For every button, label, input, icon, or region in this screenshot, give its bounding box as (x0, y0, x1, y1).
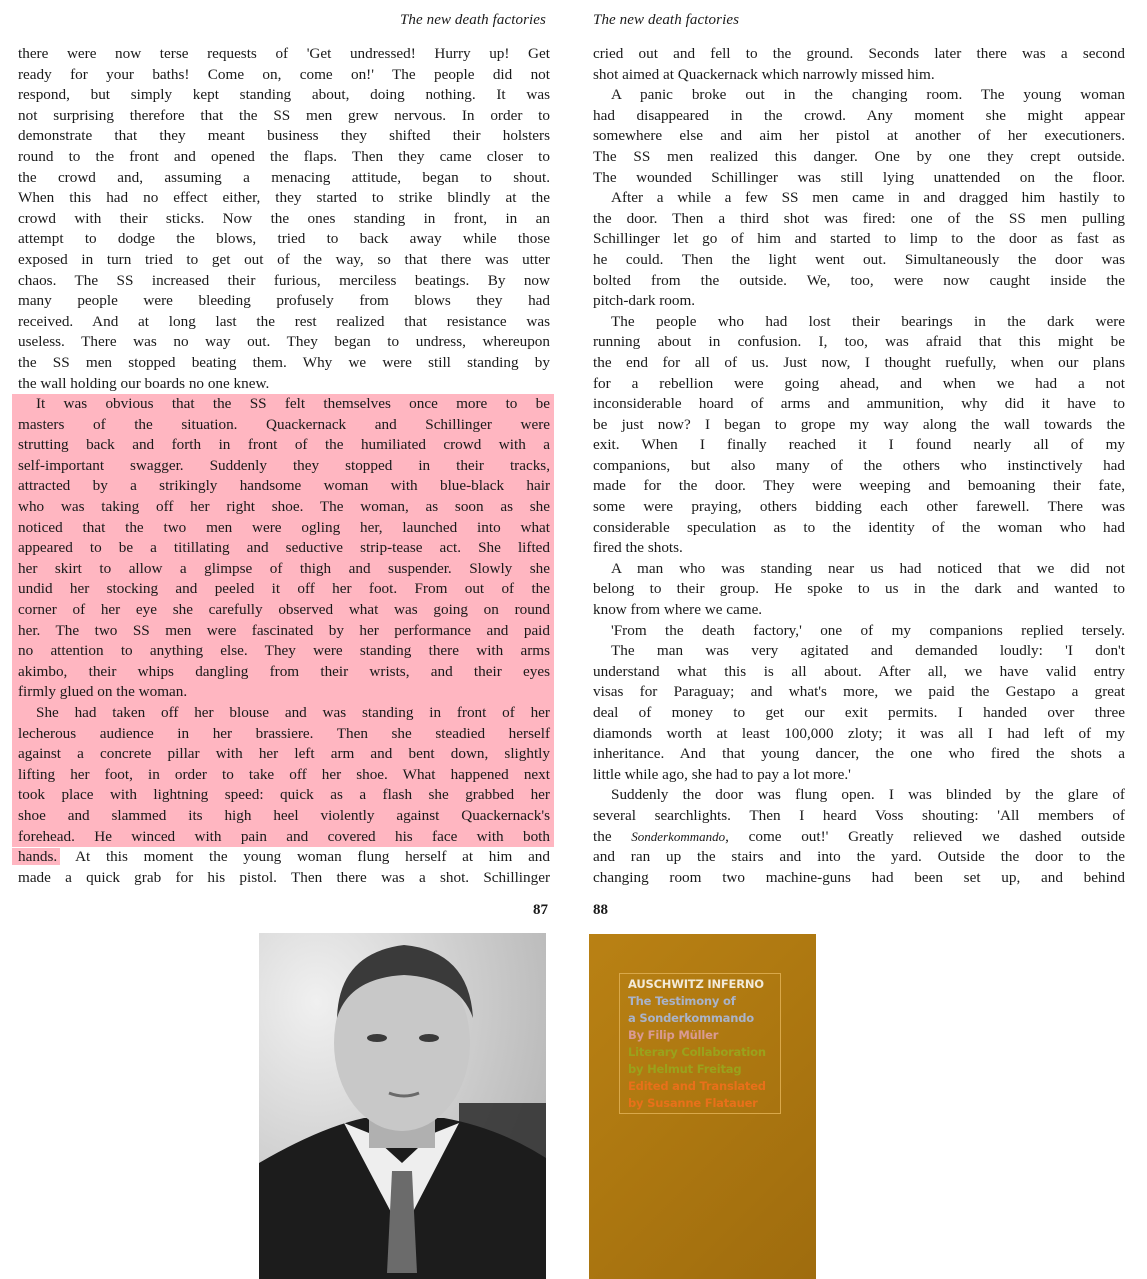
text-line: and ran up the stairs and into the yard. Outside the door to the (593, 848, 1125, 866)
text-line-italic (593, 827, 1125, 848)
highlighted-line: against a concrete pillar with her left arm and bent down, slightly (12, 744, 554, 765)
text-line-mixed (18, 847, 550, 868)
text-line: fired the shots. (593, 539, 683, 557)
text-line: The wounded Schillinger was still lying unattended on the floor. (593, 168, 1125, 186)
page-number: 87 (533, 902, 548, 918)
highlighted-line: who was taking off her right shoe. The woman, as soon as she (12, 497, 554, 518)
highlighted-line: strutting back and forth in front of the humiliated crowd with a (12, 435, 554, 456)
text-line: not surprising therefore that the SS men grew nervous. In order to (18, 106, 550, 124)
text-line: running about in confusion. I, too, was afraid that this might be (593, 333, 1125, 351)
text-line: the crowd and, assuming a menacing attitude, began to shout. (18, 168, 550, 186)
text-fragment: At this moment the young woman flung herself at him and (60, 848, 550, 866)
text-line: somewhere else and aim her pistol at another of her executioners. (593, 127, 1125, 145)
right-eye (419, 1034, 439, 1042)
text-line: round to the front and opened the flaps. Then they came closer to (18, 147, 550, 165)
highlighted-line: undid her stocking and peeled it off her foot. From out of the (12, 579, 554, 600)
text-line: exposed in turn tried to get out of the way, so that there was utter (18, 250, 550, 268)
book-cover (589, 934, 816, 1279)
highlighted-line: akimbo, their whips dangling from their wrists, and their eyes (12, 662, 554, 683)
highlighted-line: noticed that the two men were ogling her, launched into what (12, 518, 554, 539)
text-line: be just now? I began to grope my way along the wall towards the (593, 415, 1125, 433)
text-line: for a rebellion were going ahead, and when we had a not (593, 374, 1125, 392)
cover-collaboration-line2: by Helmut Freitag (628, 1062, 742, 1076)
text-line: little while ago, she had to pay a lot more.' (593, 765, 851, 783)
highlighted-line: self-important swagger. Suddenly they stopped in their tracks, (12, 456, 554, 477)
cover-subtitle-line2: a Sonderkommando (628, 1011, 754, 1025)
text-line: made for the door. They were weeping and bemoaning their fate, (593, 477, 1125, 495)
text-line: had disappeared in the crowd. Any moment she might appear (593, 106, 1125, 124)
text-line: the end for all of us. Just now, I thought ruefully, when our plans (593, 353, 1125, 371)
cover-collaboration-line1: Literary Collaboration (628, 1045, 766, 1059)
text-line: diamonds worth at least 100,000 zloty; it was all I had left of my (593, 724, 1125, 742)
highlighted-line: It was obvious that the SS felt themselves once more to be (12, 394, 554, 415)
highlighted-line: forehead. He winced with pain and covered his face with both (12, 827, 554, 848)
highlighted-line: lifting her foot, in order to take off her shoe. What happened next (12, 765, 554, 786)
text-line: demonstrate that they meant business they shifted their holsters (18, 127, 550, 145)
text-line: After a while a few SS men came in and dragged him hastily to (611, 189, 1125, 207)
highlighted-line: appeared to be a titillating and seductive strip-tease act. She lifted (12, 538, 554, 559)
text-line: the wall holding our boards no one knew. (18, 374, 270, 392)
left-page (18, 0, 550, 918)
text-fragment: , come out!' Greatly relieved we dashed outside (725, 827, 1126, 845)
text-line: considerable speculation as to the identity of the woman who had (593, 518, 1125, 536)
text-line: visas for Paraguay; and what's more, we paid the Gestapo a great (593, 683, 1125, 701)
text-line: changing room two machine-guns had been set up, and behind (593, 868, 1125, 886)
text-line: exit. When I finally reached it I found nearly all of my (593, 436, 1125, 454)
cover-subtitle-line1: The Testimony of (628, 994, 736, 1008)
text-line: A man who was standing near us had noticed that we did not (611, 559, 1125, 577)
text-line: useless. There was no way out. They began to undress, whereupon (18, 333, 550, 351)
text-line: chaos. The SS increased their furious, merciless beatings. By now (18, 271, 550, 289)
text-line: received. And at long last the rest realized that resistance was (18, 312, 550, 330)
portrait-illustration (259, 933, 546, 1279)
text-line: made a quick grab for his pistol. Then there was a shot. Schillinger (18, 868, 550, 886)
text-line: the SS men stopped beating them. Why we were still standing by (18, 353, 550, 371)
highlighted-line: firmly glued on the woman. (12, 682, 554, 703)
text-line: shot aimed at Quackernack which narrowly missed him. (593, 65, 935, 83)
text-line: crowd with their sticks. Now the ones standing in front, in an (18, 209, 550, 227)
left-eye (367, 1034, 387, 1042)
text-line: understand what this is all about. After all, we have valid entry (593, 662, 1125, 680)
text-line: The people who had lost their bearings in the dark were (611, 312, 1125, 330)
text-line: Schillinger let go of him and started to limp to the door as fast as (593, 230, 1125, 248)
text-line: inconsiderable hoard of arms and ammunition, why did it have to (593, 395, 1125, 413)
text-line: The man was very agitated and demanded loudly: 'I don't (611, 642, 1125, 660)
text-line: he could. Then the light went out. Simultaneously the door was (593, 250, 1125, 268)
text-line: ready for your baths! Come on, come on!' The people did not (18, 65, 550, 83)
necktie (387, 1171, 417, 1273)
text-line: respond, but simply kept standing about, doing nothing. It was (18, 86, 550, 104)
cover-author: By Filip Müller (628, 1028, 719, 1042)
highlighted-line: shoe and slammed its high heel violently against Quackernack's (12, 806, 554, 827)
italic-term: Sonderkommando (631, 828, 726, 844)
text-line: attempt to dodge the blows, tried to back away while those (18, 230, 550, 248)
text-line: A panic broke out in the changing room. The young woman (611, 86, 1125, 104)
highlighted-line: lecherous audience in her brassiere. Then she steadied herself (12, 724, 554, 745)
highlighted-line: She had taken off her blouse and was standing in front of her (12, 703, 554, 724)
text-line: there were now terse requests of 'Get undressed! Hurry up! Get (18, 45, 550, 62)
text-line: 'From the death factory,' one of my companions replied tersely. (611, 621, 1125, 639)
highlighted-line: no attention to anything else. They were standing there with arms (12, 641, 554, 662)
text-line: companions, but also many of the others who instinctively had (593, 456, 1125, 474)
text-line: The SS men realized this danger. One by one they crept outside. (593, 147, 1125, 165)
highlighted-fragment: hands. (12, 848, 60, 865)
right-page (593, 0, 1126, 918)
cover-editor-line1: Edited and Translated (628, 1079, 766, 1093)
highlighted-line: corner of her eye she carefully observed what was going on round (12, 600, 554, 621)
running-head: The new death factories (399, 12, 546, 28)
cover-title: AUSCHWITZ INFERNO (628, 977, 764, 991)
running-head: The new death factories (593, 12, 740, 28)
cover-editor-line2: by Susanne Flatauer (628, 1096, 758, 1110)
highlighted-line: her skirt to allow a glimpse of thigh and suspender. Slowly she (12, 559, 554, 580)
text-line: some were praying, others bidding each other farewell. There was (593, 498, 1125, 516)
text-line: deal of money to get our exit permits. I handed over three (593, 704, 1125, 721)
text-line: many people were bleeding profusely from blows they had (18, 292, 550, 310)
text-line: several searchlights. Then I heard Voss shouting: 'All members of (593, 806, 1125, 824)
text-fragment: the (593, 827, 632, 845)
text-line: pitch-dark room. (593, 292, 696, 310)
text-line: When this had no effect either, they started to strike blindly at the (18, 189, 550, 207)
text-line: belong to their group. He spoke to us in the dark and wanted to (593, 580, 1125, 598)
text-line: know from where we came. (593, 601, 763, 619)
highlighted-line: attracted by a strikingly handsome woman with blue-black hair (12, 476, 554, 497)
page-number: 88 (593, 902, 608, 918)
text-line: Suddenly the door was flung open. I was blinded by the glare of (611, 786, 1125, 804)
right-page-body (593, 44, 1125, 888)
text-line: bolted from the outside. We, too, were now caught inside the (593, 271, 1125, 289)
left-page-body (18, 44, 550, 888)
text-line: cried out and fell to the ground. Seconds later there was a second (593, 45, 1125, 62)
text-line: inheritance. And that young dancer, the one who fired the shots a (593, 745, 1125, 763)
highlighted-line: took place with lightning speed: quick as a flash she grabbed her (12, 785, 554, 806)
text-line: the door. Then a third shot was fired: one of the SS men pulling (593, 209, 1125, 227)
highlighted-line: masters of the situation. Quackernack and Schillinger were (12, 415, 554, 436)
author-portrait-photo (259, 933, 546, 1279)
highlighted-line: her. The two SS men were fascinated by her performance and paid (12, 621, 554, 642)
